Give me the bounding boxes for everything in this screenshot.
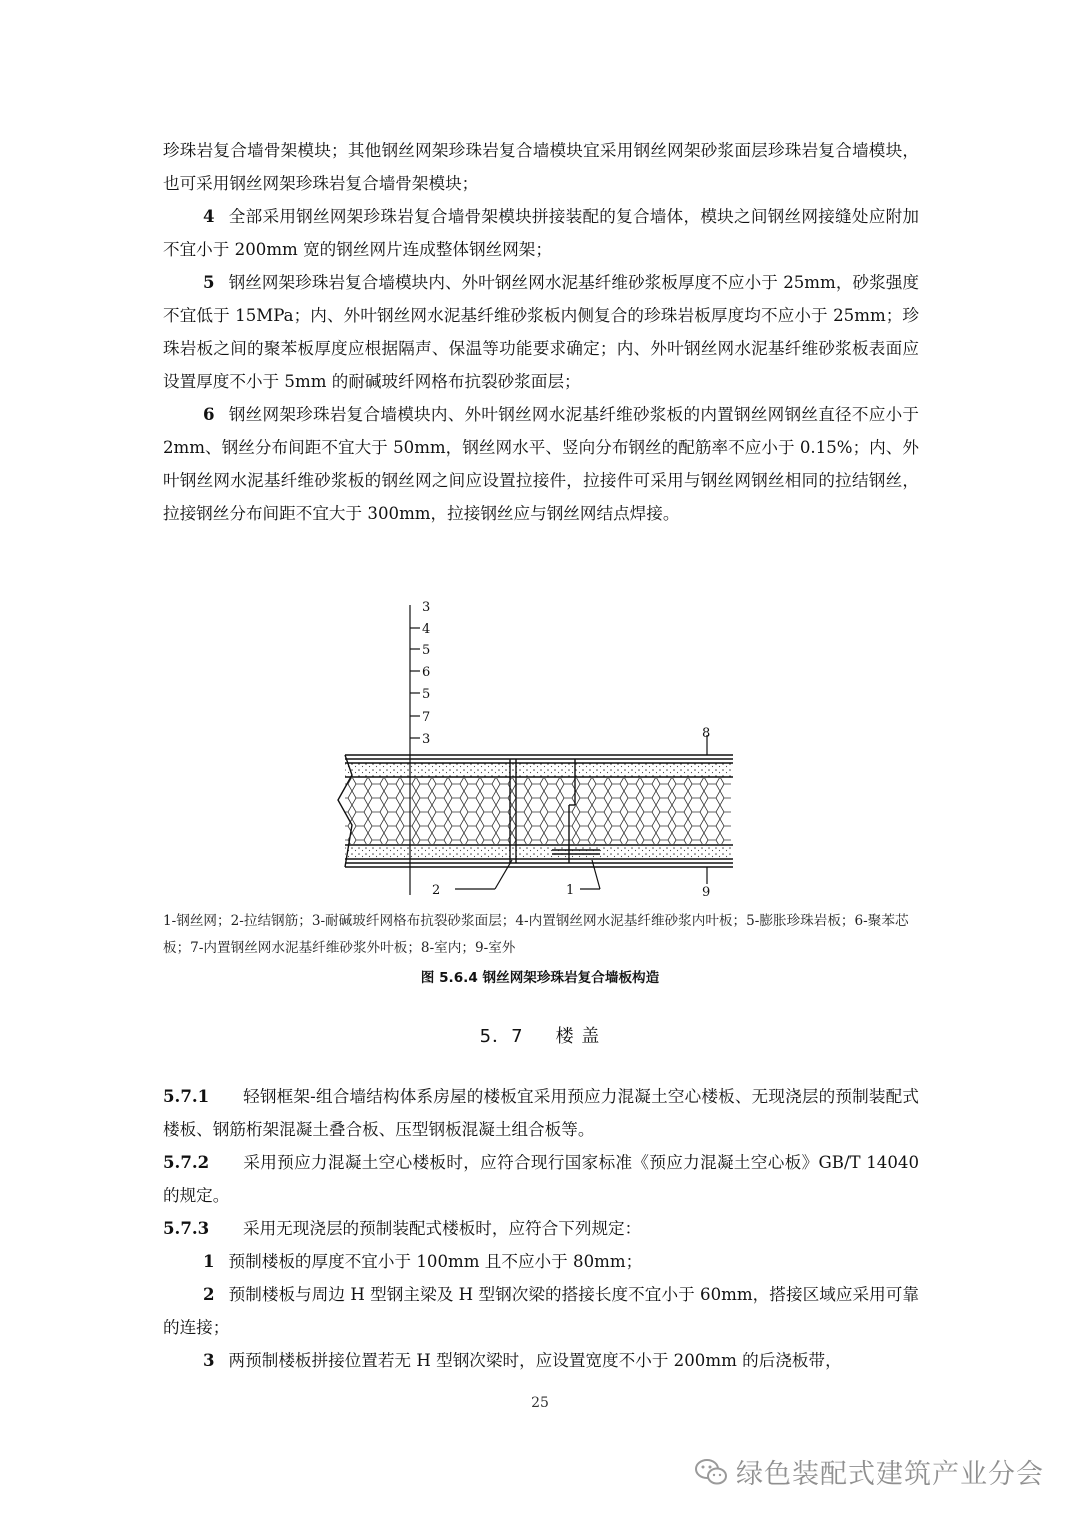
item-text: 全部采用钢丝网架珍珠岩复合墙骨架模块拼接装配的复合墙体，模块之间钢丝网接缝处应附加不宜小于 200mm 宽的钢丝网片连成整体钢丝网架； [163,207,919,259]
clause-text: 轻钢框架-组合墙结构体系房屋的楼板宜采用预应力混凝土空心楼板、无现浇层的预制装配式楼板、钢筋桁架混凝土叠合板、压型钢板混凝土组合板等。 [163,1087,919,1139]
item-text: 两预制楼板拼接位置若无 H 型钢次梁时，应设置宽度不小于 200mm 的后浇板带， [228,1351,842,1370]
figure-caption: 1-钢丝网；2-拉结钢筋；3-耐碱玻纤网格布抗裂砂浆面层；4-内置钢丝网水泥基纤维砂浆内叶板；5-膨胀珍珠岩板；6-聚苯芯板；7-内置钢丝网水泥基纤维砂浆外叶板；8-室内；9-室外 [163,913,909,956]
section-title: 楼 盖 [555,1026,601,1047]
page-number: 25 [531,1395,549,1411]
clause-text: 采用预应力混凝土空心楼板时，应符合现行国家标准《预应力混凝土空心板》GB/T 14040 的规定。 [163,1153,919,1205]
item-number: 3 [203,1350,215,1370]
item-text: 钢丝网架珍珠岩复合墙模块内、外叶钢丝网水泥基纤维砂浆板厚度不应小于 25mm，砂浆强度不宜低于 15MPa；内、外叶钢丝网水泥基纤维砂浆板内侧复合的珍珠岩板厚度均不应小于 25mm；珍珠岩板之间的聚苯板厚度应根据隔声、保温等功能要求确定；内、外叶钢丝网水泥基纤维砂浆板表面应设置厚度不小于 5mm 的耐碱玻纤网格布抗裂砂浆面层； [163,273,919,391]
item-text: 预制楼板的厚度不宜小于 100mm 且不应小于 80mm； [228,1252,643,1271]
item-number: 1 [203,1251,215,1271]
watermark-text: 绿色装配式建筑产业分会 [736,1459,1044,1490]
clause-number: 5.7.3 [163,1218,210,1238]
label-8: 8 [702,726,711,741]
inner-mortar-layer [345,763,731,777]
outer-mortar-layer [345,845,731,859]
item-number: 5 [203,272,215,292]
figure-title: 图 5.6.4 钢丝网架珍珠岩复合墙板构造 [420,970,660,986]
section-heading [0,1022,1080,1048]
item-number: 6 [203,404,215,424]
section-number: 5．7 [479,1026,524,1047]
label-5a: 5 [422,643,431,658]
clause-5-7-2 [163,1146,919,1212]
item-text: 预制楼板与周边 H 型钢主梁及 H 型钢次梁的搭接长度不宜小于 60mm，搭接区域应采用可靠的连接； [163,1285,919,1337]
label-2: 2 [432,883,441,898]
label-3b: 3 [422,732,431,747]
label-9: 9 [702,885,711,900]
label-5b: 5 [422,687,431,702]
clause-number: 5.7.1 [163,1086,210,1106]
watermark [694,1452,1044,1491]
perlite-core [345,778,731,844]
clause-item-3 [163,1344,919,1377]
wechat-icon [694,1457,728,1487]
label-4: 4 [422,622,431,637]
paragraph-continued: 珍珠岩复合墙骨架模块；其他钢丝网架珍珠岩复合墙模块宜采用钢丝网架砂浆面层珍珠岩复合墙模块，也可采用钢丝网架珍珠岩复合墙骨架模块； [163,141,919,193]
clause-5-7-3 [163,1212,919,1245]
label-3a: 3 [422,600,431,615]
label-7: 7 [422,710,431,725]
clause-item-1 [163,1245,919,1278]
clause-number: 5.7.2 [163,1152,210,1172]
clause-text: 采用无现浇层的预制装配式楼板时，应符合下列规定： [243,1219,642,1238]
clause-5-7-1 [163,1080,919,1146]
item-number: 2 [203,1284,215,1304]
item-number: 4 [203,206,215,226]
label-6: 6 [422,665,431,680]
label-1: 1 [566,883,575,898]
item-text: 钢丝网架珍珠岩复合墙模块内、外叶钢丝网水泥基纤维砂浆板的内置钢丝网钢丝直径不应小于 2mm、钢丝分布间距不宜大于 50mm，钢丝网水平、竖向分布钢丝的配筋率不应小于 0.15%；内、外叶钢丝网水泥基纤维砂浆板的钢丝网之间应设置拉接件，拉接件可采用与钢丝网钢丝相同的拉结钢丝，拉接钢丝分布间距不宜大于 300mm，拉接钢丝应与钢丝网结点焊接。 [163,405,919,523]
clause-item-2 [163,1278,919,1344]
